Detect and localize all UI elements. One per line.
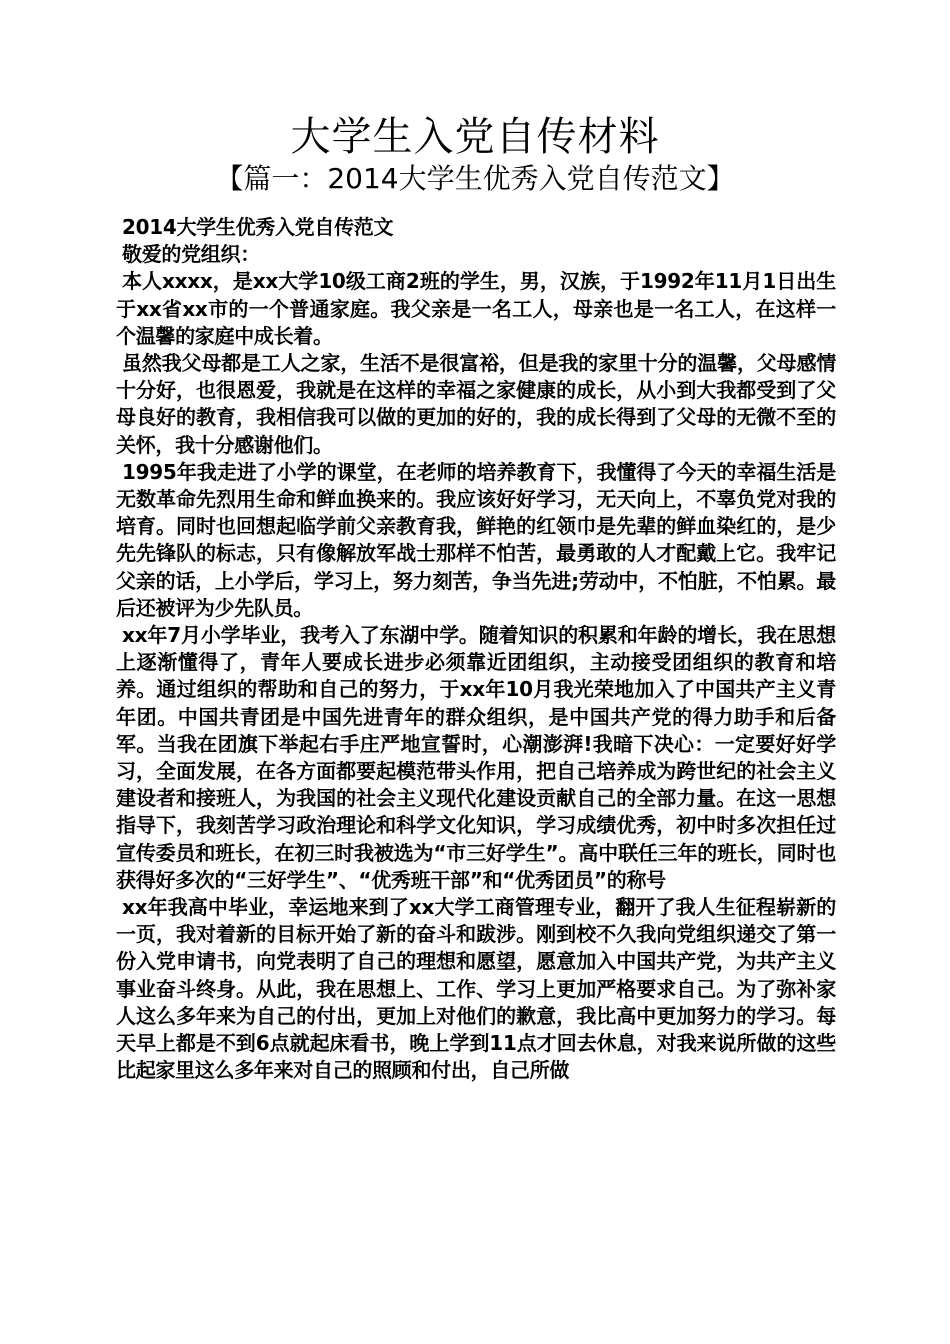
document-subtitle: 【篇一：2014大学生优秀入党自传范文】 — [215, 162, 735, 195]
paragraph: 1995年我走进了小学的课堂，在老师的培养教育下，我懂得了今天的幸福生活是无数革命先烈用生命和鲜血换来的。我应该好好学习，无天向上，不辜负党对我的培育。同时也回想起临学前父亲教育我，鲜艳的红领巾是先辈的鲜血染红的，是少先先锋队的标志，只有像解放军战士那样不怕苦，最勇敢的人才配戴上它。我牢记父亲的话，上小学后，学习上，努力刻苦，争当先进;劳动中，不怕脏，不怕累。最后还被评为少先队员。 — [116, 459, 836, 620]
paragraph: xx年7月小学毕业，我考入了东湖中学。随着知识的积累和年龄的增长，我在思想上逐渐懂得了，青年人要成长进步必须靠近团组织，主动接受团组织的教育和培养。通过组织的帮助和自己的努力，于xx年10月我光荣地加入了中国共产主义青年团。中国共青团是中国先进青年的群众组织，是中国共产党的得力助手和后备军。当我在团旗下举起右手庄严地宣誓时，心潮澎湃!我暗下决心：一定要好好学习，全面发展，在各方面都要起模范带头作用，把自己培养成为跨世纪的社会主义建设者和接班人，为我国的社会主义现代化建设贡献自己的全部力量。在这一思想指导下，我刻苦学习政治理论和科学文化知识，学习成绩优秀，初中时多次担任过宣传委员和班长，在初三时我被选为“市三好学生”。高中联任三年的班长，同时也获得好多次的“三好学生”、“优秀班干部”和“优秀团员”的称号 — [116, 623, 836, 892]
salutation: 敬爱的党组织： — [122, 242, 260, 267]
paragraph: 虽然我父母都是工人之家，生活不是很富裕，但是我的家里十分的温馨，父母感情十分好，也很恩爱，我就是在这样的幸福之家健康的成长，从小到大我都受到了父母良好的教育，我相信我可以做的更加的好的，我的成长得到了父母的无微不至的关怀，我十分感谢他们。 — [116, 351, 836, 457]
section-heading: 2014大学生优秀入党自传范文 — [122, 215, 394, 239]
document-body — [116, 214, 836, 1085]
document-title: 大学生入党自传材料 — [290, 114, 660, 160]
paragraph: 本人xxxx，是xx大学10级工商2班的学生，男，汉族，于1992年11月1日出生于xx省xx市的一个普通家庭。我父亲是一名工人，母亲也是一名工人，在这样一个温馨的家庭中成长着。 — [116, 269, 836, 348]
paragraph: xx年我高中毕业，幸运地来到了xx大学工商管理专业，翻开了我人生征程崭新的一页，我对着新的目标开始了新的奋斗和跋涉。刚到校不久我向党组织递交了第一份入党申请书，向党表明了自己的理想和愿望，愿意加入中国共产党，为共产主义事业奋斗终身。从此，我在思想上、工作、学习上更加严格要求自己。为了弥补家人这么多年来为自己的付出，更加上对他们的歉意，我比高中更加努力的学习。每天早上都是不到6点就起床看书，晚上学到11点才回去休息，对我来说所做的这些比起家里这么多年来对自己的照顾和付出，自己所做 — [116, 895, 836, 1083]
